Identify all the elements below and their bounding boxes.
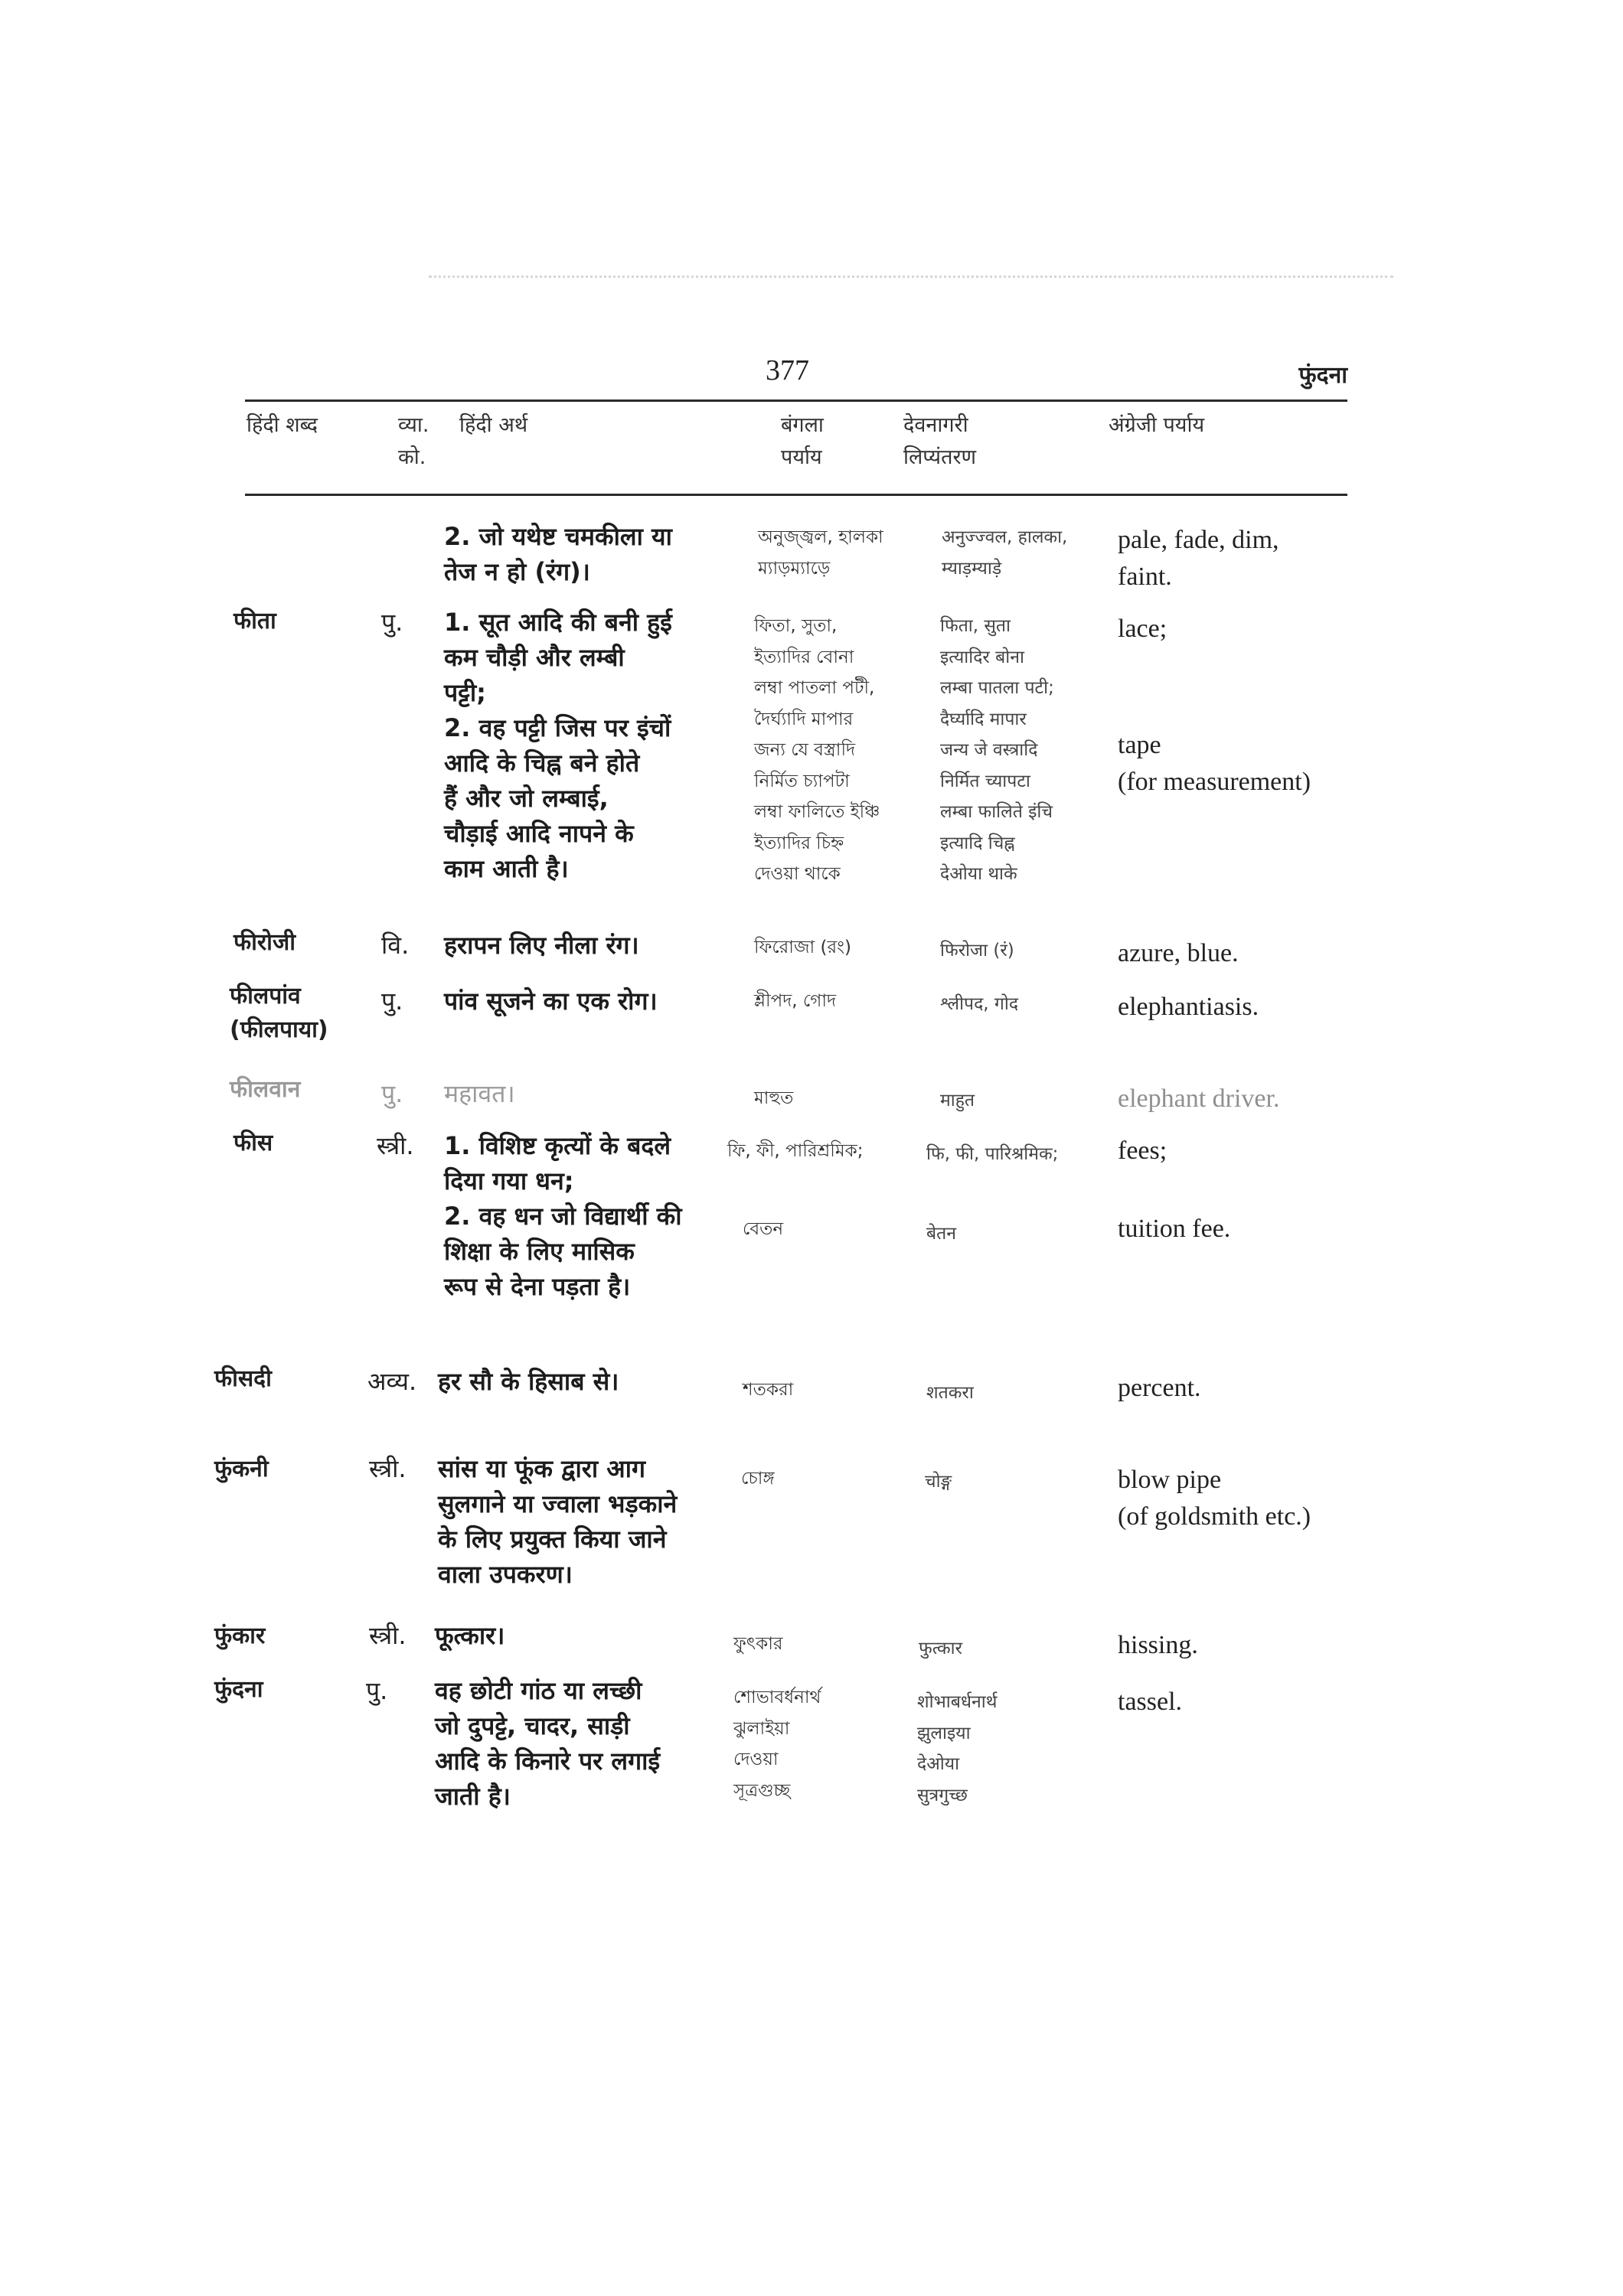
- entry-bangla: চোঙ্গ: [741, 1469, 775, 1489]
- entry-bangla: ফিরোজা (রং): [754, 938, 852, 957]
- entry-headword: फीरोजी: [233, 929, 296, 956]
- header-top-rule: [245, 400, 1347, 402]
- entry-grammar: पु.: [381, 987, 403, 1016]
- entry-bangla: শোভাবর্ধনার্থ ঝুলাইয়া দেওয়া সূত্রগুচ্ছ: [733, 1688, 821, 1801]
- entry-devanagari: फिता, सुता इत्यादिर बोना लम्बा पातला पटी; दैर्घ्यादि मापार जन्य जे वस्त्रादि निर्मित च्यापटा लम्बा फालिते इंचि इत्यादि चिह्न देओया थाके: [940, 616, 1054, 884]
- entry-english: elephantiasis.: [1118, 993, 1259, 1021]
- entry-english: elephant driver.: [1118, 1084, 1280, 1113]
- entry-devanagari: शतकरा: [926, 1383, 974, 1403]
- header-english: अंग्रेजी पर्याय: [1109, 413, 1205, 437]
- entry-devanagari: फिरोजा (रं): [940, 941, 1014, 960]
- entry-meaning: हर सौ के हिसाब से।: [438, 1367, 619, 1396]
- entry-bangla: ফুৎকার: [733, 1634, 783, 1654]
- entry-meaning: हरापन लिए नीला रंग।: [444, 931, 639, 960]
- entry-bangla: অনুজ্জ্বল, হালকা ম্যাড়ম্যাড়ে: [758, 527, 883, 579]
- entry-grammar: स्त्री.: [369, 1454, 407, 1483]
- entry-devanagari: शोभाबर्धनार्थ झुलाइया देओया सुत्रगुच्छ: [917, 1692, 998, 1805]
- entry-devanagari: फि, फी, पारिश्रमिक;: [926, 1144, 1059, 1164]
- entry-bangla: মাহুত: [754, 1088, 794, 1108]
- entry-grammar: वि.: [381, 931, 410, 960]
- page-number: 377: [766, 354, 809, 386]
- entry-grammar: स्त्री.: [377, 1131, 414, 1160]
- entry-meaning: वह छोटी गांठ या लच्छी जो दुपट्टे, चादर, साड़ी आदि के किनारे पर लगाई जाती है।: [435, 1676, 661, 1811]
- entry-devanagari: फुत्कार: [919, 1639, 962, 1658]
- entry-english-secondary: tape (for measurement): [1118, 731, 1311, 796]
- entry-english: percent.: [1118, 1374, 1201, 1402]
- entry-grammar: पु.: [381, 608, 403, 637]
- entry-english-secondary: tuition fee.: [1118, 1215, 1231, 1243]
- header-devanagari: देवनागरी लिप्यंतरण: [903, 413, 977, 469]
- header-grammar: व्या. को.: [398, 413, 429, 469]
- entry-devanagari: अनुज्ज्वल, हालका, म्याड़म्याड़े: [942, 527, 1068, 579]
- entry-meaning: फूत्कार।: [435, 1621, 505, 1650]
- entry-headword: फीता: [233, 608, 276, 634]
- entry-headword: फीसदी: [214, 1365, 272, 1392]
- entry-headword: फुंकनी: [214, 1456, 269, 1482]
- entry-devanagari-secondary: बेतन: [926, 1224, 957, 1244]
- entry-bangla-secondary: বেতন: [743, 1219, 784, 1239]
- entry-bangla: ফি, ফী, পারিশ্রমিক;: [727, 1141, 864, 1161]
- entry-meaning: पांव सूजने का एक रोग।: [444, 987, 658, 1016]
- header-hindi-word: हिंदी शब्द: [247, 413, 318, 437]
- entry-meaning: 1. सूत आदि की बनी हुई कम चौड़ी और लम्बी पट्टी; 2. वह पट्टी जिस पर इंचों आदि के चिह्न बने होते हैं और जो लम्बाई, चौड़ाई आदि नापने के काम आती है।: [444, 608, 672, 883]
- entry-grammar: स्त्री.: [369, 1621, 407, 1650]
- entry-meaning: 1. विशिष्ट कृत्यों के बदले दिया गया धन; 2. वह धन जो विद्यार्थी की शिक्षा के लिए मासिक रूप से देना पड़ता है।: [444, 1131, 682, 1301]
- entry-headword: फीलवान: [230, 1076, 301, 1103]
- entry-grammar: पु.: [381, 1079, 403, 1108]
- entry-meaning: 2. जो यथेष्ट चमकीला या तेज न हो (रंग)।: [444, 522, 672, 586]
- entry-english: hissing.: [1118, 1631, 1198, 1659]
- scan-artifact-line: [429, 276, 1393, 278]
- entry-meaning: सांस या फूंक द्वारा आग सुलगाने या ज्वाला भड़काने के लिए प्रयुक्त किया जाने वाला उपकरण।: [438, 1454, 678, 1589]
- entry-english: pale, fade, dim, faint.: [1118, 526, 1279, 591]
- entry-english: fees;: [1118, 1137, 1167, 1165]
- entry-bangla: শতকরা: [743, 1380, 794, 1400]
- entry-headword: फीस: [233, 1130, 273, 1156]
- header-hindi-meaning: हिंदी अर्थ: [459, 413, 528, 437]
- entry-headword: फीलपांव (फीलपाया): [230, 983, 328, 1043]
- header-bottom-rule: [245, 494, 1347, 496]
- entry-grammar: पु.: [366, 1676, 388, 1705]
- entry-meaning: महावत।: [444, 1079, 515, 1108]
- entry-english: lace;: [1118, 615, 1167, 643]
- entry-bangla: ফিতা, সুতা, ইত্যাদির বোনা লম্বা পাতলা পটী, দৈর্ঘ্যাদি মাপার জন্য যে বস্ত্রাদি নির্মিত চ্যাপটা লম্বা ফালিতে ইঞ্চি ইত্যাদির চিহ্ন দেওয়া থাকে: [754, 616, 880, 884]
- entry-devanagari: माहुत: [940, 1091, 975, 1110]
- running-head: फुंदना: [1298, 362, 1347, 389]
- entry-headword: फुंकार: [214, 1623, 266, 1649]
- entry-english: azure, blue.: [1118, 939, 1239, 967]
- entry-grammar: अव्य.: [367, 1367, 417, 1396]
- entry-devanagari: श्लीपद, गोद: [940, 994, 1019, 1014]
- entry-headword: फुंदना: [214, 1676, 263, 1703]
- entry-english: blow pipe (of goldsmith etc.): [1118, 1466, 1311, 1531]
- header-bangla: बंगला पर्याय: [781, 413, 824, 469]
- entry-bangla: শ্লীপদ, গোদ: [754, 991, 837, 1011]
- entry-english: tassel.: [1118, 1688, 1183, 1716]
- entry-devanagari: चोङ्ग: [925, 1472, 952, 1492]
